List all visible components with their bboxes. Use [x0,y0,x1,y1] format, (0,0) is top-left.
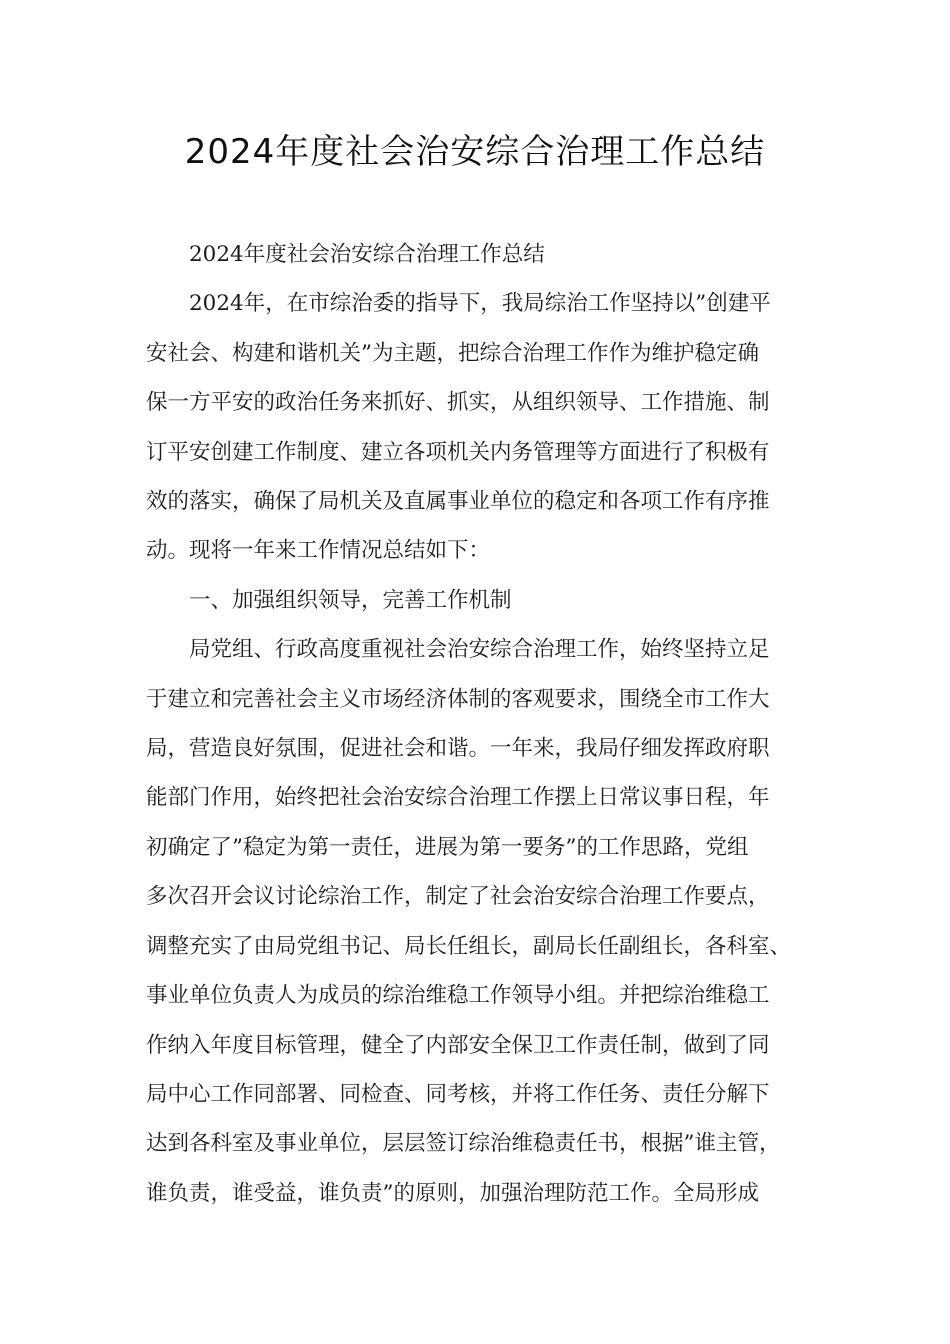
paragraph-line: 动。现将一年来工作情况总结如下： [146,538,491,564]
section-heading [146,576,822,625]
paragraph-intro [146,279,822,575]
document-body [146,230,822,1218]
paragraph-line: 安社会、构建和谐机关”为主题，把综合治理工作作为维护稳定确 [146,340,759,366]
paragraph-line: 订平安创建工作制度、建立各项机关内务管理等方面进行了积极有 [146,439,770,465]
paragraph-line: 调整充实了由局党组书记、局长任组长，副局长任副组长，各科室、 [146,933,792,959]
paragraph-line: 于建立和完善社会主义市场经济体制的客观要求，围绕全市工作大 [146,686,770,712]
paragraph-line: 效的落实，确保了局机关及直属事业单位的稳定和各项工作有序推 [146,489,770,515]
section-heading-text: 一、加强组织领导，完善工作机制 [189,587,512,613]
paragraph-line: 达到各科室及事业单位，层层签订综治维稳责任书，根据”谁主管， [146,1131,781,1157]
paragraph-line: 局中心工作同部署、同检查、同考核，并将工作任务、责任分解下 [146,1081,770,1107]
paragraph-line: 事业单位负责人为成员的综治维稳工作领导小组。并把综治维稳工 [146,983,770,1009]
paragraph-line: 能部门作用，始终把社会治安综合治理工作摆上日常议事日程，年 [146,785,770,811]
paragraph-section-one [146,625,822,1218]
paragraph-line: 初确定了”稳定为第一责任，进展为第一要务”的工作思路，党组 [146,834,749,860]
paragraph-line: 局党组、行政高度重视社会治安综合治理工作，始终坚持立足 [189,637,770,663]
paragraph-line: 作纳入年度目标管理，健全了内部安全保卫工作责任制，做到了同 [146,1032,770,1058]
paragraph-line: 保一方平安的政治任务来抓好、抓实，从组织领导、工作措施、制 [146,390,770,416]
paragraph-line: 2024年，在市综治委的指导下，我局综治工作坚持以”创建平 [189,291,771,317]
paragraph-line: 多次召开会议讨论综治工作，制定了社会治安综合治理工作要点， [146,884,770,910]
document-title: 2024年度社会治安综合治理工作总结 [184,132,766,172]
paragraph-line: 谁负责，谁受益，谁负责”的原则，加强治理防范工作。全局形成 [146,1180,759,1206]
document-subtitle: 2024年度社会治安综合治理工作总结 [189,242,545,267]
paragraph-line: 局，营造良好氛围，促进社会和谐。一年来，我局仔细发挥政府职 [146,736,770,762]
